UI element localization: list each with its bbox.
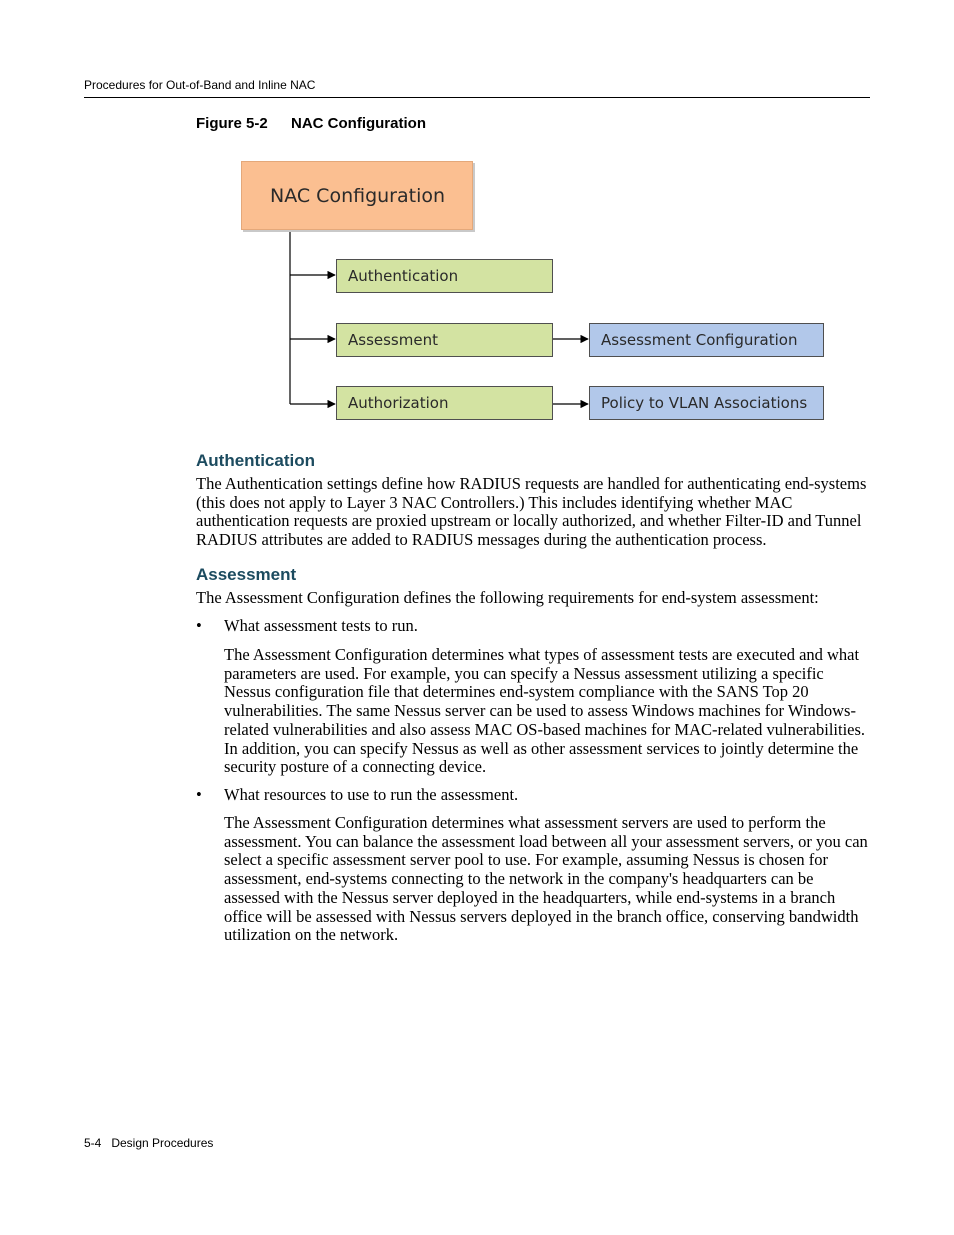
nac-configuration-diagram xyxy=(0,0,954,440)
authentication-paragraph: The Authentication settings define how RADIUS requests are handled for authenticating end-systems (this does not apply to Layer 3 NAC Controllers.) This includes identifying whether MAC authentication requests are proxied upstream or locally authorized, and whether Filter-ID and Tunnel RADIUS attributes are added to RADIUS messages during the authentication process. xyxy=(196,474,867,550)
assessment-resources-paragraph: The Assessment Configuration determines what assessment servers are used to perform the assessment. You can balance the assessment load between all your assessment servers, or you can select a specific assessment server pool to use. For example, assuming Nessus is chosen for assessment, end-systems connecting to the network in the company's headquarters can be assessed with the Nessus server deployed in the headquarters, while end-systems in a branch office will be assessed with Nessus servers deployed in the branch office, conserving bandwidth utilization on the network. xyxy=(224,813,868,945)
figure-number: Figure 5-2 xyxy=(196,115,268,132)
bullet-marker: • xyxy=(196,616,202,635)
node-assessment-configuration: Assessment Configuration xyxy=(589,323,824,357)
bullet-marker: • xyxy=(196,785,202,804)
authentication-heading: Authentication xyxy=(196,451,315,470)
assessment-heading: Assessment xyxy=(196,565,297,584)
figure-caption xyxy=(196,115,426,132)
bullet-text: What resources to use to run the assessment. xyxy=(224,785,519,804)
assessment-tests-paragraph: The Assessment Configuration determines what types of assessment tests are executed and what parameters are used. For example, you can specify a Nessus assessment utilizing a specific Nessus configuration file that determines end-system compliance with the SANS Top 20 vulnerabilities. The same Nessus server can be used to assess Windows machines for Windows-related vulnerabilities and also assess MAC OS-based machines for MAC-related vulnerabilities. In addition, you can specify Nessus as well as other assessment services to jointly determine the security posture of a connecting device. xyxy=(224,645,866,777)
node-authorization: Authorization xyxy=(336,386,553,420)
running-header: Procedures for Out-of-Band and Inline NAC xyxy=(84,78,870,98)
page-number: 5-4 xyxy=(84,1136,102,1150)
bullet-text: What assessment tests to run. xyxy=(224,616,418,635)
node-policy-vlan-associations: Policy to VLAN Associations xyxy=(589,386,824,420)
node-assessment: Assessment xyxy=(336,323,553,357)
node-authentication: Authentication xyxy=(336,259,553,293)
page-footer xyxy=(84,1136,213,1150)
footer-section-title: Design Procedures xyxy=(111,1136,214,1150)
assessment-intro-paragraph: The Assessment Configuration defines the following requirements for end-system assessment: xyxy=(196,588,819,607)
figure-title: NAC Configuration xyxy=(291,115,426,132)
node-nac-configuration: NAC Configuration xyxy=(241,161,473,230)
